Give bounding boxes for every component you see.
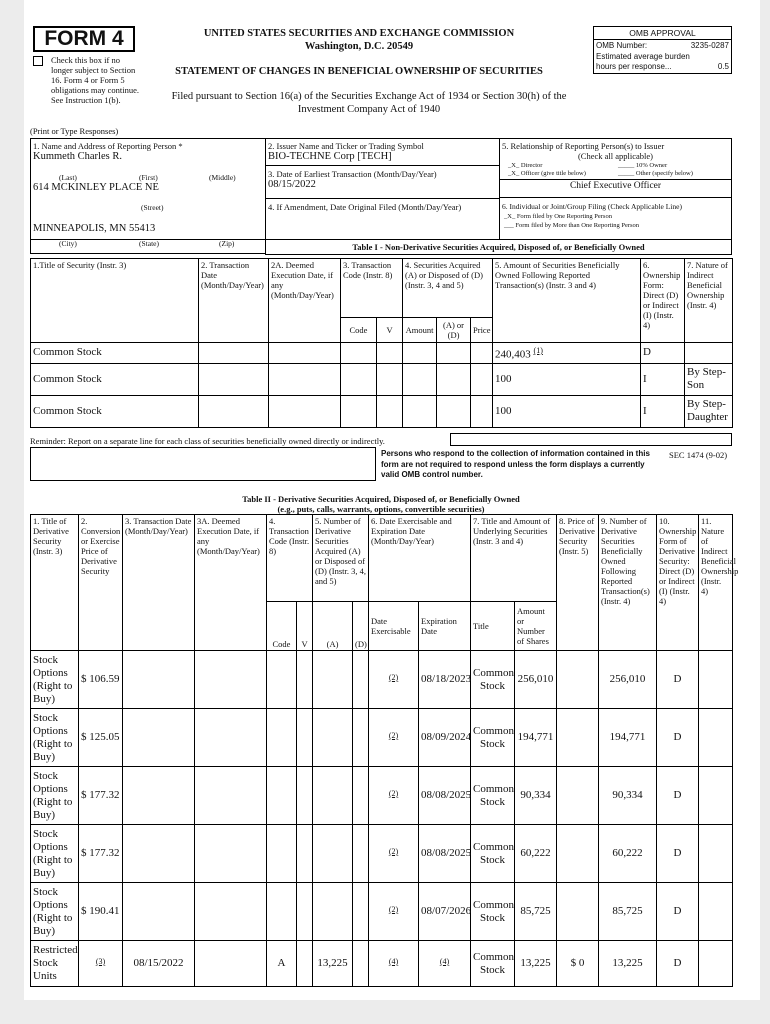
print-note: (Print or Type Responses) (30, 126, 119, 136)
t2-code: A (267, 941, 297, 987)
table-row (31, 825, 733, 883)
footnote-link[interactable]: (3) (95, 956, 106, 966)
t1-empty (403, 343, 437, 364)
t2-price: $ 125.05 (79, 709, 123, 767)
t2-form: D (657, 709, 699, 767)
filing-more[interactable]: ___ Form filed by More than One Reporting Person (504, 222, 640, 229)
t2-code (267, 651, 297, 709)
t1-h-deemed: 2A. Deemed Execution Date, if any (Month/Day/Year) (269, 259, 341, 343)
t2-underlying: Common Stock (471, 941, 515, 987)
t2-deriv-price (557, 883, 599, 941)
t1-ownership-form: D (641, 343, 685, 364)
section16-note: Check this box if no longer subject to Section 16. Form 4 or Form 5 obligations may continue. See Instruction 1(b). (51, 55, 140, 105)
t1-ownership-form: I (641, 395, 685, 427)
t1-ownership-form: I (641, 363, 685, 395)
t2-form: D (657, 883, 699, 941)
footnote-link[interactable]: (4) (388, 956, 399, 966)
t2-empty (699, 941, 733, 987)
t2-empty (195, 767, 267, 825)
earliest-date-label: 3. Date of Earliest Transaction (Month/Day/Year) (268, 169, 437, 179)
t2-form: D (657, 767, 699, 825)
table2 (30, 514, 739, 987)
t1-empty (269, 363, 341, 395)
issuer-name: BIO-TECHNE Corp [TECH] (268, 151, 392, 162)
t1-empty (377, 395, 403, 427)
t2-deriv-price (557, 767, 599, 825)
t2-h-code: 4. Transaction Code (Instr. 8) (267, 515, 313, 602)
relationship-label: 5. Relationship of Reporting Person(s) to Issuer (502, 141, 665, 151)
t2-title: Stock Options (Right to Buy) (31, 825, 79, 883)
t2-empty (353, 941, 369, 987)
t2-h-exercisable: 6. Date Exercisable and Expiration Date (Month/Day/Year) (369, 515, 471, 602)
t2-expiration: 08/08/2025 (419, 825, 471, 883)
t2-title: Stock Options (Right to Buy) (31, 883, 79, 941)
t2-amount: 85,725 (515, 883, 557, 941)
table-row (31, 941, 733, 987)
amendment-label: 4. If Amendment, Date Original Filed (Month/Day/Year) (268, 202, 462, 212)
t2-deriv-price (557, 709, 599, 767)
t1-security-title: Common Stock (31, 395, 199, 427)
name-label: 1. Name and Address of Reporting Person * (33, 141, 183, 151)
t2-code (267, 709, 297, 767)
rel-owner[interactable]: _____ 10% Owner (618, 162, 668, 169)
t1-h-date: 2. Transaction Date (Month/Day/Year) (199, 259, 269, 343)
t2-a (313, 883, 353, 941)
t2-exercisable-cell (369, 883, 419, 941)
t1-security-title: Common Stock (31, 343, 199, 364)
footnote-link[interactable]: (2) (388, 846, 399, 856)
t2-expiration: 08/18/2023 (419, 651, 471, 709)
t1-empty (341, 343, 377, 364)
t2-exercisable-cell (369, 767, 419, 825)
middle-label: (Middle) (209, 173, 236, 182)
t2-date (123, 883, 195, 941)
zip-label: (Zip) (219, 239, 235, 248)
t1-h-acquired: 4. Securities Acquired (A) or Disposed of (D) (Instr. 3, 4 and 5) (403, 259, 493, 318)
t2-date (123, 709, 195, 767)
zip-row (30, 240, 266, 254)
t2-h-title: 1. Title of Derivative Security (Instr. 3) (31, 515, 79, 651)
t1-amount-owned: 240,403 (495, 348, 531, 361)
commission-city: Washington, D.C. 20549 (304, 41, 414, 52)
street-label: (Street) (141, 203, 164, 212)
reporting-name: Kummeth Charles R. (33, 151, 122, 162)
t1-empty (471, 343, 493, 364)
t2-exercisable-cell (369, 709, 419, 767)
t2-h-date: 3. Transaction Date (Month/Day/Year) (123, 515, 195, 651)
t1-nature: By Step-Son (685, 363, 733, 395)
t2-empty (699, 883, 733, 941)
statement-title: STATEMENT OF CHANGES IN BENEFICIAL OWNERSHIP OF SECURITIES (175, 66, 543, 77)
t2-empty (195, 651, 267, 709)
t2-empty (353, 825, 369, 883)
t2-empty (297, 883, 313, 941)
t2-empty (297, 767, 313, 825)
t2-exercisable-cell (369, 651, 419, 709)
t2-price: $ 190.41 (79, 883, 123, 941)
rel-other[interactable]: _____ Other (specify below) (618, 170, 693, 177)
state-label: (State) (139, 239, 159, 248)
amendment-box (265, 198, 500, 240)
footnote-link[interactable]: (2) (388, 904, 399, 914)
footnote-link[interactable]: (2) (388, 672, 399, 682)
t2-date (123, 651, 195, 709)
t1-nature (685, 343, 733, 364)
t2-empty (297, 709, 313, 767)
t2-empty (297, 941, 313, 987)
issuer-box (265, 138, 500, 166)
earliest-date: 08/15/2022 (268, 179, 316, 190)
relationship-sub: (Check all applicable) (577, 151, 654, 161)
t2-owned: 13,225 (599, 941, 657, 987)
table-row (31, 343, 733, 364)
table2-header-row (31, 515, 733, 602)
first-label: (First) (139, 173, 158, 182)
t2-empty (297, 651, 313, 709)
table-row (31, 767, 733, 825)
t2-price-cell (79, 941, 123, 987)
t2-owned: 60,222 (599, 825, 657, 883)
t2-empty (699, 709, 733, 767)
t2-h-conversion: 2. Conversion or Exercise Price of Derivative Security (79, 515, 123, 651)
filed-pursuant: Filed pursuant to Section 16(a) of the Securities Exchange Act of 1934 or Section 30(h) of the Investment Company Act of 1940 (171, 91, 567, 115)
t2-underlying: Common Stock (471, 883, 515, 941)
rel-director[interactable]: _X_ Director (508, 162, 543, 169)
table2-title: Table II - Derivative Securities Acquired, Disposed of, or Beneficially Owned (242, 494, 520, 504)
t2-code (267, 883, 297, 941)
t2-deriv-price (557, 825, 599, 883)
commission-title: UNITED STATES SECURITIES AND EXCHANGE COMMISSION (203, 28, 515, 39)
t2-amount: 194,771 (515, 709, 557, 767)
t2-amount: 60,222 (515, 825, 557, 883)
t2-h-number: 5. Number of Derivative Securities Acquired (A) or Disposed of (D) (Instr. 3, 4, and 5) (313, 515, 369, 602)
t1-amount-owned: 100 (493, 395, 641, 427)
t1-empty (269, 343, 341, 364)
t2-h-owned: 9. Number of Derivative Securities Beneficially Owned Following Reported Transaction(s) (Instr. 4) (599, 515, 657, 651)
t2-underlying: Common Stock (471, 709, 515, 767)
t2-title: Stock Options (Right to Buy) (31, 651, 79, 709)
t2-form: D (657, 825, 699, 883)
t2-underlying: Common Stock (471, 767, 515, 825)
footnote-link[interactable]: (1) (533, 346, 543, 355)
reminder-blank-box (450, 433, 732, 446)
earliest-date-box (265, 165, 500, 199)
reminder-text: Reminder: Report on a separate line for each class of securities beneficially owned directly or indirectly. (30, 436, 385, 446)
footnote-link[interactable]: (2) (388, 730, 399, 740)
table1-title: Table I - Non-Derivative Securities Acquired, Disposed of, or Beneficially Owned (352, 242, 645, 252)
t2-owned: 256,010 (599, 651, 657, 709)
form-page (24, 0, 760, 1000)
table1-header-row (31, 259, 733, 318)
t1-h-code-sub: Code (341, 318, 377, 343)
t2-amount: 90,334 (515, 767, 557, 825)
t1-empty (437, 343, 471, 364)
t2-empty (353, 709, 369, 767)
t2-expiration-cell (419, 941, 471, 987)
t2-h-price: 8. Price of Derivative Security (Instr. 5) (557, 515, 599, 651)
t2-h-date-exercisable: Date Exercisable (369, 602, 419, 651)
t1-empty (341, 395, 377, 427)
t1-nature: By Step-Daughter (685, 395, 733, 427)
t2-empty (353, 651, 369, 709)
filing-label: 6. Individual or Joint/Group Filing (Check Applicable Line) (502, 202, 682, 211)
sec-number: SEC 1474 (9-02) (669, 450, 728, 460)
t1-empty (377, 343, 403, 364)
footnote-link[interactable]: (2) (388, 788, 399, 798)
t2-h-form: 10. Ownership Form of Derivative Security: Direct (D) or Indirect (I) (Instr. 4) (657, 515, 699, 651)
t1-empty (269, 395, 341, 427)
t2-form: D (657, 941, 699, 987)
t1-empty (471, 363, 493, 395)
t1-h-code: 3. Transaction Code (Instr. 8) (341, 259, 403, 318)
t2-a: 13,225 (313, 941, 353, 987)
t2-date: 08/15/2022 (123, 941, 195, 987)
t1-empty (199, 363, 269, 395)
footnote-link[interactable]: (4) (439, 956, 450, 966)
omb-number-label: OMB Number: (596, 41, 648, 50)
t2-date (123, 767, 195, 825)
t2-price: $ 177.32 (79, 825, 123, 883)
t2-title: Stock Options (Right to Buy) (31, 709, 79, 767)
t2-exercisable-cell (369, 825, 419, 883)
t2-owned: 85,725 (599, 883, 657, 941)
burden-label: Estimated average burden hours per response... (596, 52, 690, 71)
t2-amount: 13,225 (515, 941, 557, 987)
t2-empty (699, 767, 733, 825)
t1-h-form: 6. Ownership Form: Direct (D) or Indirect (I) (Instr. 4) (641, 259, 685, 343)
t2-deriv-price: $ 0 (557, 941, 599, 987)
t2-empty (195, 825, 267, 883)
t2-a (313, 651, 353, 709)
table-row (31, 395, 733, 427)
t1-amount-owned: 100 (493, 363, 641, 395)
t2-empty (699, 825, 733, 883)
t2-empty (699, 651, 733, 709)
t2-h-expiration: Expiration Date (419, 602, 471, 651)
t1-empty (403, 395, 437, 427)
t2-empty (195, 941, 267, 987)
t2-price: $ 177.32 (79, 767, 123, 825)
t1-h-price: Price (471, 318, 493, 343)
t2-underlying: Common Stock (471, 651, 515, 709)
filing-one[interactable]: _X_ Form filed by One Reporting Person (504, 213, 612, 220)
burden-value: 0.5 (717, 62, 729, 71)
section16-checkbox-row[interactable] (33, 55, 143, 105)
t1-empty (403, 363, 437, 395)
officer-title: Chief Executive Officer (500, 179, 731, 192)
table1-title-box (265, 239, 732, 255)
t2-a (313, 825, 353, 883)
notice-blank-box (30, 447, 376, 481)
t2-empty (297, 825, 313, 883)
t2-h-under-amount: Amount or Number of Shares (515, 602, 557, 651)
last-label: (Last) (59, 173, 77, 182)
t2-owned: 194,771 (599, 709, 657, 767)
t1-amount-owned-cell (493, 343, 641, 364)
t2-expiration: 08/07/2026 (419, 883, 471, 941)
t2-exercisable-cell (369, 941, 419, 987)
t2-code (267, 767, 297, 825)
t2-h-code-sub: Code (267, 602, 297, 651)
filing-box (499, 197, 732, 240)
t2-code (267, 825, 297, 883)
t2-title: Stock Options (Right to Buy) (31, 767, 79, 825)
table-row (31, 651, 733, 709)
t2-h-under-title: Title (471, 602, 515, 651)
t1-h-nature: 7. Nature of Indirect Beneficial Ownership (Instr. 4) (685, 259, 733, 343)
t2-amount: 256,010 (515, 651, 557, 709)
t2-h-deemed: 3A. Deemed Execution Date, if any (Month/Day/Year) (195, 515, 267, 651)
table-row (31, 883, 733, 941)
t1-empty (437, 363, 471, 395)
t2-empty (353, 883, 369, 941)
form-title: FORM 4 (44, 27, 124, 50)
t2-h-d: (D) (353, 602, 369, 651)
t2-empty (195, 883, 267, 941)
t2-expiration: 08/08/2025 (419, 767, 471, 825)
omb-approval-title: OMB APPROVAL (594, 27, 731, 40)
t2-price: $ 106.59 (79, 651, 123, 709)
t2-a (313, 767, 353, 825)
t2-h-nature: 11. Nature of Indirect Beneficial Ownership (Instr. 4) (699, 515, 733, 651)
omb-approval-box (593, 26, 732, 74)
t1-empty (199, 395, 269, 427)
omb-number: 3235-0287 (690, 41, 729, 50)
relationship-box (499, 138, 732, 198)
t2-h-underlying: 7. Title and Amount of Underlying Securities (Instr. 3 and 4) (471, 515, 557, 602)
t1-h-amt: Amount (403, 318, 437, 343)
t2-deriv-price (557, 651, 599, 709)
omb-notice: Persons who respond to the collection of information contained in this form are not required to respond unless the form displays a currently valid OMB control number. (381, 449, 650, 479)
t1-empty (377, 363, 403, 395)
table-row (31, 709, 733, 767)
t2-underlying: Common Stock (471, 825, 515, 883)
t1-security-title: Common Stock (31, 363, 199, 395)
t2-h-v: V (297, 602, 313, 651)
t2-form: D (657, 651, 699, 709)
t1-h-title: 1.Title of Security (Instr. 3) (31, 259, 199, 343)
section16-checkbox[interactable] (33, 56, 43, 66)
t1-h-v: V (377, 318, 403, 343)
rel-officer[interactable]: _X_ Officer (give title below) (508, 170, 586, 177)
t1-empty (437, 395, 471, 427)
issuer-label: 2. Issuer Name and Ticker or Trading Symbol (268, 141, 424, 151)
t2-owned: 90,334 (599, 767, 657, 825)
t2-h-a: (A) (313, 602, 353, 651)
t2-a (313, 709, 353, 767)
t1-empty (471, 395, 493, 427)
reporting-address: 614 MCKINLEY PLACE NE (33, 182, 159, 193)
t2-date (123, 825, 195, 883)
t1-empty (199, 343, 269, 364)
table-row (31, 363, 733, 395)
reporting-city: MINNEAPOLIS, MN 55413 (33, 223, 156, 234)
table1 (30, 258, 733, 428)
t1-h-amount: 5. Amount of Securities Beneficially Owned Following Reported Transaction(s) (Instr. 3 and 4) (493, 259, 641, 343)
table2-subtitle: (e.g., puts, calls, warrants, options, convertible securities) (277, 504, 485, 514)
omb-number-row (594, 40, 731, 52)
t2-title: Restricted Stock Units (31, 941, 79, 987)
burden-row (594, 52, 731, 72)
t1-h-aord: (A) or (D) (437, 318, 471, 343)
t2-expiration: 08/09/2024 (419, 709, 471, 767)
t1-empty (341, 363, 377, 395)
city-label: (City) (59, 239, 77, 248)
form-title-box (33, 26, 135, 52)
t2-empty (195, 709, 267, 767)
reporting-person-box (30, 138, 266, 248)
t2-empty (353, 767, 369, 825)
